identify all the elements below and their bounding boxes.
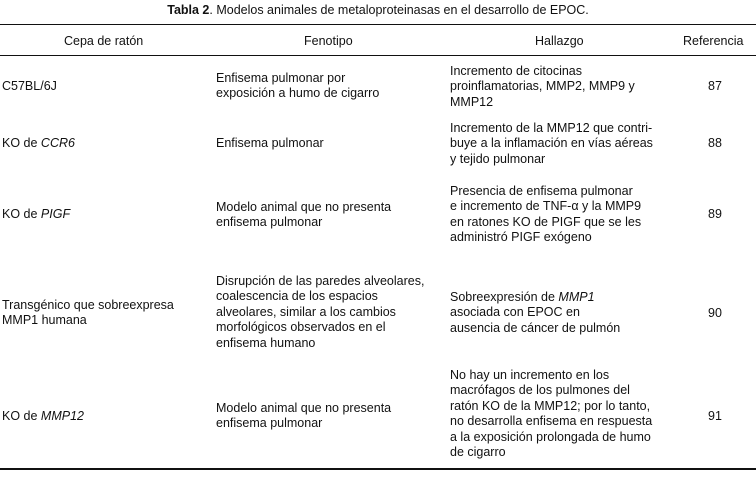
cell-hallazgo [450,368,652,460]
cell-line: morfológicos observados en el [216,320,386,335]
cell-line: Modelo animal que no presenta [216,200,392,214]
cell-hallazgo [450,290,620,336]
cell-line: de cigarro [450,445,506,460]
cell-line: Transgénico que sobreexpresa [2,298,174,312]
cell-line: Enfisema pulmonar [216,136,324,150]
cell-hallazgo [450,184,641,246]
cell-referencia: 90 [708,306,722,320]
header-hallazgo: Hallazgo [535,34,584,48]
cepa-prefix: KO de [2,207,41,221]
cell-cepa [2,207,70,222]
cell-line: alveolares, similar a los cambios [216,304,396,319]
header-fenotipo: Fenotipo [304,34,353,48]
cell-line: Disrupción de las paredes alveolares, [216,274,425,288]
cell-cepa [2,409,84,424]
bottom-rule [0,468,756,470]
cell-line: enfisema pulmonar [216,215,323,230]
cell-line: Enfisema pulmonar por [216,71,346,85]
cell-line: No hay un incremento en los [450,368,610,382]
cell-line: enfisema humano [216,335,316,350]
header-rule [0,55,756,56]
cell-line: Incremento de la MMP12 que contri- [450,121,653,135]
gene-name: CCR6 [40,136,75,150]
top-rule [0,24,756,25]
cell-referencia: 89 [708,207,722,221]
cell-fenotipo [216,401,391,432]
table-caption [0,2,756,18]
cell-line: Incremento de citocinas [450,64,583,78]
cell-hallazgo [450,64,635,110]
cell-fenotipo [216,136,324,151]
cell-line: enfisema pulmonar [216,416,323,431]
header-cepa: Cepa de ratón [64,34,144,48]
cell-line: y tejido pulmonar [450,151,546,166]
cepa-prefix: KO de [2,409,41,423]
cell-line: buye a la inflamación en vías aéreas [450,136,653,151]
cell-line: ratón KO de la MMP12; por lo tanto, [450,398,651,413]
gene-name: MMP1 [558,290,595,304]
cell-line: ausencia de cáncer de pulmón [450,320,621,335]
cell-cepa: C57BL/6J [2,79,57,93]
cell-fenotipo [216,200,391,231]
cell-line: exposición a humo de cigarro [216,86,380,101]
cell-line [450,290,620,305]
cell-hallazgo [450,121,653,167]
caption-label: Tabla 2 [167,3,210,17]
cell-line: coalescencia de los espacios [216,289,378,304]
cell-fenotipo [216,274,424,351]
cell-line: administró PIGF exógeno [450,230,592,245]
gene-name: MMP12 [40,409,84,423]
cell-line: asociada con EPOC en [450,305,580,320]
cell-line: MMP12 [450,94,494,109]
gene-name: PIGF [40,207,71,221]
cell-line: a la exposición prolongada de humo [450,429,651,444]
cell-line: e incremento de TNF-α y la MMP9 [450,199,642,214]
cell-referencia: 88 [708,136,722,150]
cell-line: proinflamatorias, MMP2, MMP9 y [450,79,635,94]
cell-line: macrófagos de los pulmones del [450,383,630,398]
header-referencia: Referencia [683,34,744,48]
cell-fenotipo [216,71,379,102]
hallazgo-prefix: Sobreexpresión de [450,290,559,304]
cell-referencia: 87 [708,79,722,93]
cell-line: MMP1 humana [2,313,87,328]
cell-line: Modelo animal que no presenta [216,401,392,415]
cepa-prefix: KO de [2,136,41,150]
cell-line: en ratones KO de PIGF que se les [450,214,642,229]
cell-referencia: 91 [708,409,722,423]
cell-line: Presencia de enfisema pulmonar [450,184,633,198]
cell-cepa [2,298,174,329]
cell-line: no desarrolla enfisema en respuesta [450,414,653,429]
caption-text: . Modelos animales de metaloproteinasas en el desarrollo de EPOC. [209,3,589,17]
cell-cepa [2,136,75,151]
